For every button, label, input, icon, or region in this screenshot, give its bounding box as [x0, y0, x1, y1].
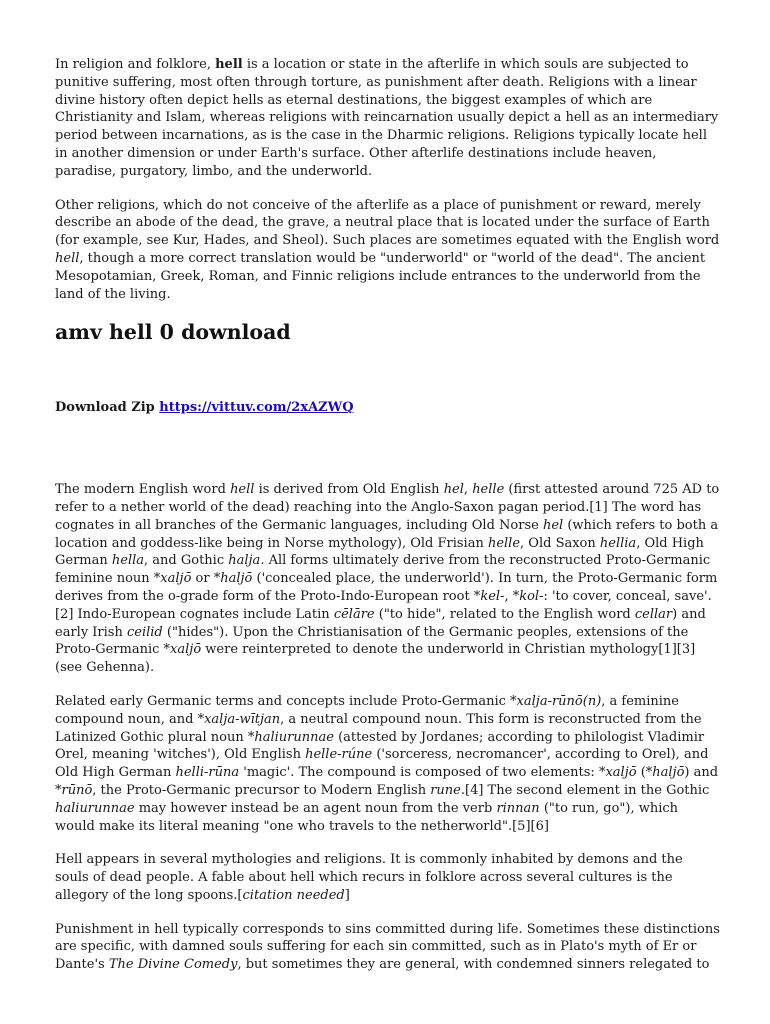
punishment-paragraph [55, 921, 720, 974]
italic-term: cēlāre [333, 606, 375, 622]
download-link[interactable]: https://vittuv.com/2xAZWQ [159, 400, 354, 416]
text-run: , [463, 482, 473, 498]
italic-term: helle [487, 535, 521, 551]
italic-term: rinnan [496, 800, 540, 816]
italic-term: hell [230, 482, 255, 498]
spacer [55, 417, 720, 481]
text-run: ] [344, 887, 350, 903]
italic-term: xaljō [160, 571, 192, 587]
italic-term: haljō [220, 571, 253, 587]
text-run: or * [191, 571, 221, 587]
text-run: , and Gothic [144, 553, 229, 569]
italic-term: hel [443, 482, 464, 498]
italic-term: helle-rúne [305, 747, 373, 763]
text-run: , * [504, 588, 520, 604]
text-run: were reinterpreted to denote the underworld in Christian mythology[1][3] (see Gehenna). [55, 642, 696, 676]
italic-term: kol- [519, 588, 544, 604]
italic-term: The Divine Comedy [108, 957, 238, 973]
italic-term: hell [55, 250, 80, 266]
download-label: Download Zip [55, 400, 155, 416]
text-run: , a feminine compound noun, and * [55, 693, 679, 727]
intro-paragraph-2 [55, 197, 720, 304]
text-run: , Old Saxon [520, 535, 600, 551]
text-run: In religion and folklore, [55, 57, 216, 72]
italic-term: haliurunnae [254, 729, 334, 745]
italic-term: haljō [652, 765, 685, 781]
italic-term: helle [472, 482, 505, 498]
italic-term: helli-rūna [175, 765, 240, 781]
text-run: may however instead be an agent noun from the verb [134, 800, 497, 816]
text-run: , though a more correct translation would be "underworld" or "world of the dead". The ancient Mesopotamian, Greek, Roman, and Finnic religions include entrances to the underworld from the land of the living. [55, 250, 706, 302]
text-run: .[4] The second element in the Gothic [460, 782, 710, 798]
text-run: : 'to cover, conceal, save'.[2] Indo-European cognates include Latin [55, 588, 712, 622]
italic-term: rune [430, 782, 461, 798]
text-run: ('sorceress, necromancer', according to Orel), and Old High German [55, 747, 709, 781]
text-run: ("to run, go"), which would make its literal meaning "one who travels to the netherworld".[5][6] [55, 800, 679, 834]
text-run: (attested by Jordanes; according to philologist Vladimir Orel, meaning 'witches'), Old English [55, 729, 705, 763]
italic-term: ceilid [126, 624, 163, 640]
text-run: is derived from Old English [254, 482, 444, 498]
text-run: (which refers to both a location and goddess-like being in Norse mythology), Old Frisian [55, 517, 719, 551]
text-run: ) and early Irish [55, 606, 706, 640]
text-run: ) and * [55, 765, 719, 798]
italic-term: haliurunnae [55, 800, 135, 816]
text-run: (* [636, 765, 653, 781]
italic-term: hella [111, 553, 145, 569]
related-terms-paragraph [55, 693, 720, 835]
etymology-paragraph [55, 481, 720, 677]
italic-term: citation needed [242, 887, 345, 903]
italic-term: kel- [480, 588, 505, 604]
text-run: Other religions, which do not conceive of the afterlife as a place of punishment or reward, merely describe an abode of the dead, the grave, a neutral place that is located under the surface of Earth (for example, see Kur, Hades, and Sheol). Such places are sometimes equated with the English word [55, 197, 720, 249]
text-run: ('concealed place, the underworld'). In turn, the Proto-Germanic form derives from the o-grade form of the Proto-Indo-European root * [55, 571, 718, 604]
text-run: (first attested around 725 AD to refer to a nether world of the dead) reaching into the Anglo-Saxon pagan period.[1] The word has cognates in all branches of the Germanic languages, including Old Norse [55, 482, 720, 533]
text-run: . All forms ultimately derive from the reconstructed Proto-Germanic feminine noun * [55, 553, 711, 587]
italic-term: hel [542, 517, 564, 533]
text-run: , a neutral compound noun. This form is reconstructed from the Latinized Gothic plural noun * [55, 711, 702, 745]
italic-term: xaljō [605, 765, 637, 781]
download-line [55, 399, 720, 417]
intro-paragraph-1 [55, 56, 720, 181]
document-page [55, 56, 720, 990]
italic-term: hellia [599, 535, 637, 551]
text-run: ("hides"). Upon the Christianisation of the Germanic peoples, extensions of the Proto-Germanic * [55, 624, 689, 658]
page-title: amv hell 0 download [55, 320, 291, 345]
text-run: , Old High German [55, 535, 704, 569]
italic-term: xaljō [170, 642, 202, 658]
italic-term: rūnō [61, 782, 93, 798]
text-run: Related early Germanic terms and concepts include Proto-Germanic * [55, 693, 517, 709]
bold-term: hell [215, 57, 243, 72]
italic-term: cellar [634, 606, 673, 622]
text-run: ("to hide", related to the English word [374, 606, 635, 622]
text-run: 'magic'. The compound is composed of two elements: * [239, 765, 606, 781]
italic-term: xalja-rūnō(n) [516, 693, 602, 709]
text-run: Punishment in hell typically corresponds to sins committed during life. Sometimes these distinctions are specific, with damned souls suffering for each sin committed, such as in Plato's myth of Er or Dante's [55, 921, 720, 973]
italic-term: halja [228, 553, 261, 569]
text-run: , the Proto-Germanic precursor to Modern English [92, 782, 431, 798]
text-run: The modern English word [55, 482, 231, 498]
text-run: is a location or state in the afterlife in which souls are subjected to punitive suffering, most often through torture, as punishment after death. Religions with a linear divine history often depict hells as eternal destinations, the biggest examples of which are Christianity and Islam, whereas religions with reincarnation usually depict a hell as an intermediary period between incarnations, as is the case in the Dharmic religions. Religions typically locate hell in another dimension or under Earth's surface. Other afterlife destinations include heaven, paradise, purgatory, limbo, and the underworld. [55, 57, 719, 179]
text-run: Hell appears in several mythologies and religions. It is commonly inhabited by demons and the souls of dead people. A fable about hell which recurs in folklore across several cultures is the allegory of the long spoons.[ [55, 852, 683, 903]
text-run: , but sometimes they are general, with condemned sinners relegated to [237, 957, 710, 973]
mythology-paragraph [55, 851, 720, 904]
italic-term: xalja-wītjan [204, 711, 281, 727]
